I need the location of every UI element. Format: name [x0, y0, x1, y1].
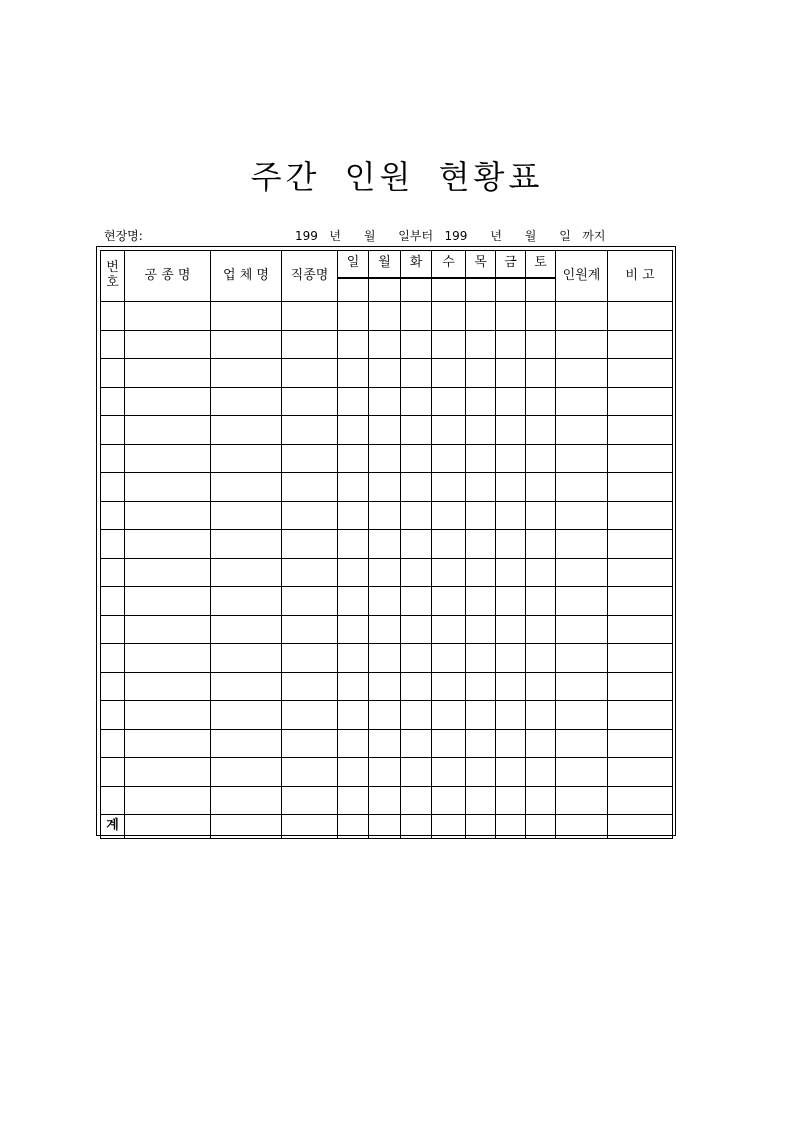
table-cell[interactable] [526, 758, 556, 787]
table-row [101, 558, 673, 587]
table-cell[interactable] [338, 672, 369, 701]
table-cell[interactable] [125, 644, 211, 673]
table-cell[interactable] [282, 644, 338, 673]
table-cell[interactable] [338, 501, 369, 530]
table-cell[interactable] [556, 786, 608, 815]
header-subcell [526, 278, 556, 302]
table-cell[interactable] [432, 558, 466, 587]
table-cell[interactable] [282, 416, 338, 445]
table-cell[interactable] [211, 587, 282, 616]
table-cell[interactable] [211, 786, 282, 815]
table-cell[interactable] [401, 615, 432, 644]
table-cell[interactable] [125, 444, 211, 473]
total-cell[interactable] [608, 815, 673, 839]
header-headcount: 인원계 [556, 251, 608, 302]
total-cell[interactable] [125, 815, 211, 839]
table-cell[interactable] [338, 644, 369, 673]
header-number-line1: 번 [106, 260, 119, 276]
table-cell[interactable] [526, 644, 556, 673]
table-cell[interactable] [282, 330, 338, 359]
table-cell[interactable] [282, 359, 338, 388]
table-cell[interactable] [496, 473, 526, 502]
table-cell[interactable] [526, 672, 556, 701]
table-cell[interactable] [556, 530, 608, 559]
table-cell[interactable] [432, 387, 466, 416]
header-day-tue: 화 [401, 251, 432, 278]
table-cell[interactable] [608, 558, 673, 587]
table-cell[interactable] [369, 416, 401, 445]
table-cell[interactable] [101, 672, 125, 701]
table-cell[interactable] [432, 729, 466, 758]
table-cell[interactable] [496, 530, 526, 559]
table-cell[interactable] [369, 558, 401, 587]
header-subcell [466, 278, 496, 302]
table-cell[interactable] [608, 444, 673, 473]
table-row [101, 330, 673, 359]
table-cell[interactable] [211, 330, 282, 359]
table-cell[interactable] [432, 615, 466, 644]
table-cell[interactable] [526, 786, 556, 815]
table-row [101, 416, 673, 445]
header-subcell [369, 278, 401, 302]
table-cell[interactable] [526, 615, 556, 644]
table-cell[interactable] [466, 330, 496, 359]
table-cell[interactable] [125, 359, 211, 388]
table-cell[interactable] [101, 302, 125, 331]
table-cell[interactable] [526, 701, 556, 730]
table-cell[interactable] [282, 786, 338, 815]
table-cell[interactable] [401, 587, 432, 616]
table-cell[interactable] [101, 701, 125, 730]
table-cell[interactable] [556, 701, 608, 730]
table-cell[interactable] [401, 302, 432, 331]
table-cell[interactable] [556, 644, 608, 673]
table-cell[interactable] [125, 786, 211, 815]
table-cell[interactable] [101, 729, 125, 758]
table-cell[interactable] [101, 758, 125, 787]
table-cell[interactable] [556, 416, 608, 445]
table-cell[interactable] [338, 302, 369, 331]
header-number [101, 251, 125, 302]
table-cell[interactable] [432, 416, 466, 445]
table-cell[interactable] [125, 729, 211, 758]
table-cell[interactable] [608, 672, 673, 701]
table-cell[interactable] [369, 501, 401, 530]
table-cell[interactable] [496, 672, 526, 701]
table-cell[interactable] [401, 330, 432, 359]
table-cell[interactable] [211, 444, 282, 473]
table-cell[interactable] [211, 644, 282, 673]
table-cell[interactable] [101, 359, 125, 388]
table-cell[interactable] [401, 558, 432, 587]
table-cell[interactable] [101, 615, 125, 644]
table-cell[interactable] [432, 701, 466, 730]
table-cell[interactable] [526, 302, 556, 331]
table-cell[interactable] [338, 387, 369, 416]
total-cell[interactable] [526, 815, 556, 839]
table-cell[interactable] [466, 473, 496, 502]
table-cell[interactable] [556, 330, 608, 359]
header-subcell [338, 278, 369, 302]
table-cell[interactable] [608, 473, 673, 502]
site-name-label: 현장명: [104, 229, 143, 243]
table-cell[interactable] [466, 758, 496, 787]
table-cell[interactable] [125, 387, 211, 416]
table-cell[interactable] [369, 587, 401, 616]
table-cell[interactable] [338, 330, 369, 359]
table-cell[interactable] [338, 587, 369, 616]
table-cell[interactable] [282, 444, 338, 473]
table-cell[interactable] [466, 615, 496, 644]
table-cell[interactable] [432, 444, 466, 473]
header-remarks: 비 고 [608, 251, 673, 302]
table-row [101, 758, 673, 787]
table-cell[interactable] [401, 729, 432, 758]
table-row [101, 786, 673, 815]
table-row [101, 302, 673, 331]
table-cell[interactable] [282, 729, 338, 758]
table-row [101, 473, 673, 502]
table-cell[interactable] [101, 501, 125, 530]
status-table [100, 250, 673, 839]
header-subcell [432, 278, 466, 302]
table-cell[interactable] [466, 558, 496, 587]
table-cell[interactable] [401, 644, 432, 673]
table-cell[interactable] [526, 330, 556, 359]
table-cell[interactable] [496, 701, 526, 730]
table-cell[interactable] [496, 587, 526, 616]
table-cell[interactable] [338, 758, 369, 787]
table-cell[interactable] [432, 587, 466, 616]
table-cell[interactable] [338, 786, 369, 815]
table-cell[interactable] [556, 473, 608, 502]
table-cell[interactable] [282, 587, 338, 616]
total-cell[interactable] [282, 815, 338, 839]
table-cell[interactable] [401, 758, 432, 787]
header-subcell [401, 278, 432, 302]
table-cell[interactable] [608, 387, 673, 416]
table-cell[interactable] [211, 387, 282, 416]
table-cell[interactable] [125, 587, 211, 616]
table-cell[interactable] [608, 587, 673, 616]
table-cell[interactable] [608, 416, 673, 445]
table-cell[interactable] [211, 416, 282, 445]
table-cell[interactable] [608, 786, 673, 815]
table-cell[interactable] [401, 473, 432, 502]
total-cell[interactable] [432, 815, 466, 839]
header-subcell [496, 278, 526, 302]
table-cell[interactable] [401, 387, 432, 416]
table-cell[interactable] [496, 758, 526, 787]
table-cell[interactable] [466, 302, 496, 331]
table-cell[interactable] [338, 615, 369, 644]
table-cell[interactable] [556, 302, 608, 331]
table-cell[interactable] [496, 501, 526, 530]
table-cell[interactable] [338, 416, 369, 445]
table-cell[interactable] [338, 530, 369, 559]
table-cell[interactable] [101, 644, 125, 673]
table-cell[interactable] [466, 729, 496, 758]
table-cell[interactable] [125, 473, 211, 502]
table-cell[interactable] [369, 701, 401, 730]
table-cell[interactable] [556, 387, 608, 416]
table-cell[interactable] [369, 530, 401, 559]
header-number-line2: 호 [106, 275, 119, 290]
table-cell[interactable] [125, 558, 211, 587]
table-cell[interactable] [556, 587, 608, 616]
table-cell[interactable] [125, 416, 211, 445]
header-day-sat: 토 [526, 251, 556, 278]
table-cell[interactable] [101, 587, 125, 616]
table-cell[interactable] [211, 615, 282, 644]
table-cell[interactable] [556, 615, 608, 644]
table-cell[interactable] [401, 416, 432, 445]
table-cell[interactable] [556, 729, 608, 758]
table-cell[interactable] [338, 558, 369, 587]
table-cell[interactable] [101, 416, 125, 445]
table-cell[interactable] [466, 587, 496, 616]
table-cell[interactable] [101, 530, 125, 559]
total-cell[interactable] [369, 815, 401, 839]
table-cell[interactable] [496, 786, 526, 815]
table-cell[interactable] [125, 302, 211, 331]
table-cell[interactable] [211, 302, 282, 331]
table-cell[interactable] [101, 330, 125, 359]
table-cell[interactable] [466, 416, 496, 445]
table-cell[interactable] [526, 729, 556, 758]
table-cell[interactable] [432, 302, 466, 331]
table-cell[interactable] [369, 359, 401, 388]
table-cell[interactable] [608, 615, 673, 644]
table-cell[interactable] [526, 359, 556, 388]
table-cell[interactable] [496, 387, 526, 416]
table-cell[interactable] [466, 387, 496, 416]
table-cell[interactable] [608, 701, 673, 730]
table-cell[interactable] [608, 758, 673, 787]
table-cell[interactable] [556, 758, 608, 787]
table-cell[interactable] [401, 701, 432, 730]
table-cell[interactable] [369, 473, 401, 502]
table-cell[interactable] [125, 758, 211, 787]
table-cell[interactable] [466, 701, 496, 730]
table-cell[interactable] [526, 416, 556, 445]
header-company: 업 체 명 [211, 251, 282, 302]
table-row [101, 501, 673, 530]
header-trade: 공 종 명 [125, 251, 211, 302]
table-cell[interactable] [338, 701, 369, 730]
table-cell[interactable] [496, 444, 526, 473]
table-cell[interactable] [466, 359, 496, 388]
table-cell[interactable] [496, 302, 526, 331]
table-cell[interactable] [101, 786, 125, 815]
table-cell[interactable] [369, 330, 401, 359]
header-day-wed: 수 [432, 251, 466, 278]
table-cell[interactable] [526, 473, 556, 502]
table-cell[interactable] [369, 387, 401, 416]
table-cell[interactable] [556, 359, 608, 388]
table-cell[interactable] [432, 501, 466, 530]
table-cell[interactable] [526, 387, 556, 416]
table-cell[interactable] [608, 501, 673, 530]
status-table-frame [96, 246, 676, 836]
table-cell[interactable] [211, 359, 282, 388]
table-cell[interactable] [496, 729, 526, 758]
table-row [101, 644, 673, 673]
table-cell[interactable] [101, 387, 125, 416]
table-cell[interactable] [608, 729, 673, 758]
table-cell[interactable] [432, 786, 466, 815]
table-cell[interactable] [369, 615, 401, 644]
table-cell[interactable] [556, 444, 608, 473]
table-cell[interactable] [432, 672, 466, 701]
table-cell[interactable] [101, 444, 125, 473]
table-cell[interactable] [211, 672, 282, 701]
table-cell[interactable] [608, 530, 673, 559]
table-cell[interactable] [369, 302, 401, 331]
table-cell[interactable] [125, 330, 211, 359]
table-cell[interactable] [401, 672, 432, 701]
table-cell[interactable] [496, 558, 526, 587]
table-cell[interactable] [338, 473, 369, 502]
table-cell[interactable] [125, 530, 211, 559]
total-label: 계 [101, 815, 125, 839]
table-cell[interactable] [526, 558, 556, 587]
page-title: 주간 인원 현황표 [250, 158, 544, 196]
total-row [101, 815, 673, 839]
table-cell[interactable] [496, 644, 526, 673]
table-cell[interactable] [282, 758, 338, 787]
table-cell[interactable] [282, 672, 338, 701]
total-cell[interactable] [211, 815, 282, 839]
table-row [101, 701, 673, 730]
table-cell[interactable] [282, 302, 338, 331]
table-cell[interactable] [211, 758, 282, 787]
table-cell[interactable] [369, 758, 401, 787]
table-row [101, 587, 673, 616]
period-text: 199 년 월 일부터 199 년 월 일 까지 [295, 229, 606, 243]
table-cell[interactable] [369, 644, 401, 673]
table-cell[interactable] [282, 558, 338, 587]
table-cell[interactable] [556, 672, 608, 701]
table-cell[interactable] [211, 530, 282, 559]
table-cell[interactable] [211, 558, 282, 587]
table-cell[interactable] [466, 530, 496, 559]
table-cell[interactable] [401, 359, 432, 388]
table-cell[interactable] [401, 444, 432, 473]
table-cell[interactable] [608, 644, 673, 673]
table-cell[interactable] [466, 444, 496, 473]
table-cell[interactable] [496, 359, 526, 388]
total-cell[interactable] [496, 815, 526, 839]
table-cell[interactable] [211, 473, 282, 502]
table-row [101, 615, 673, 644]
table-cell[interactable] [369, 786, 401, 815]
table-cell[interactable] [608, 359, 673, 388]
table-cell[interactable] [125, 701, 211, 730]
table-cell[interactable] [282, 701, 338, 730]
header-day-fri: 금 [496, 251, 526, 278]
table-cell[interactable] [369, 672, 401, 701]
table-row [101, 359, 673, 388]
table-cell[interactable] [401, 786, 432, 815]
table-cell[interactable] [369, 444, 401, 473]
table-cell[interactable] [432, 644, 466, 673]
table-cell[interactable] [466, 786, 496, 815]
table-cell[interactable] [338, 359, 369, 388]
table-cell[interactable] [496, 330, 526, 359]
table-cell[interactable] [556, 558, 608, 587]
table-row [101, 387, 673, 416]
table-row [101, 444, 673, 473]
table-cell[interactable] [401, 530, 432, 559]
table-cell[interactable] [101, 558, 125, 587]
table-cell[interactable] [282, 473, 338, 502]
table-cell[interactable] [211, 701, 282, 730]
table-cell[interactable] [432, 473, 466, 502]
table-cell[interactable] [125, 615, 211, 644]
table-cell[interactable] [125, 672, 211, 701]
table-cell[interactable] [282, 530, 338, 559]
table-cell[interactable] [466, 501, 496, 530]
table-cell[interactable] [496, 416, 526, 445]
table-cell[interactable] [466, 672, 496, 701]
table-cell[interactable] [211, 729, 282, 758]
table-cell[interactable] [338, 729, 369, 758]
table-row [101, 672, 673, 701]
table-cell[interactable] [211, 501, 282, 530]
table-cell[interactable] [432, 359, 466, 388]
table-cell[interactable] [608, 302, 673, 331]
table-cell[interactable] [282, 501, 338, 530]
header-day-thu: 목 [466, 251, 496, 278]
table-cell[interactable] [556, 501, 608, 530]
total-cell[interactable] [401, 815, 432, 839]
header-day-sun: 일 [338, 251, 369, 278]
table-cell[interactable] [432, 530, 466, 559]
total-cell[interactable] [338, 815, 369, 839]
table-cell[interactable] [282, 387, 338, 416]
table-cell[interactable] [526, 501, 556, 530]
table-cell[interactable] [282, 615, 338, 644]
table-cell[interactable] [401, 501, 432, 530]
table-cell[interactable] [125, 501, 211, 530]
table-cell[interactable] [432, 330, 466, 359]
table-cell[interactable] [432, 758, 466, 787]
table-cell[interactable] [369, 729, 401, 758]
header-job-type: 직종명 [282, 251, 338, 302]
table-cell[interactable] [608, 330, 673, 359]
total-cell[interactable] [466, 815, 496, 839]
table-cell[interactable] [496, 615, 526, 644]
table-cell[interactable] [526, 530, 556, 559]
table-cell[interactable] [466, 644, 496, 673]
total-cell[interactable] [556, 815, 608, 839]
table-cell[interactable] [101, 473, 125, 502]
table-cell[interactable] [526, 587, 556, 616]
table-cell[interactable] [338, 444, 369, 473]
table-cell[interactable] [526, 444, 556, 473]
table-row [101, 729, 673, 758]
header-day-mon: 월 [369, 251, 401, 278]
table-row [101, 530, 673, 559]
